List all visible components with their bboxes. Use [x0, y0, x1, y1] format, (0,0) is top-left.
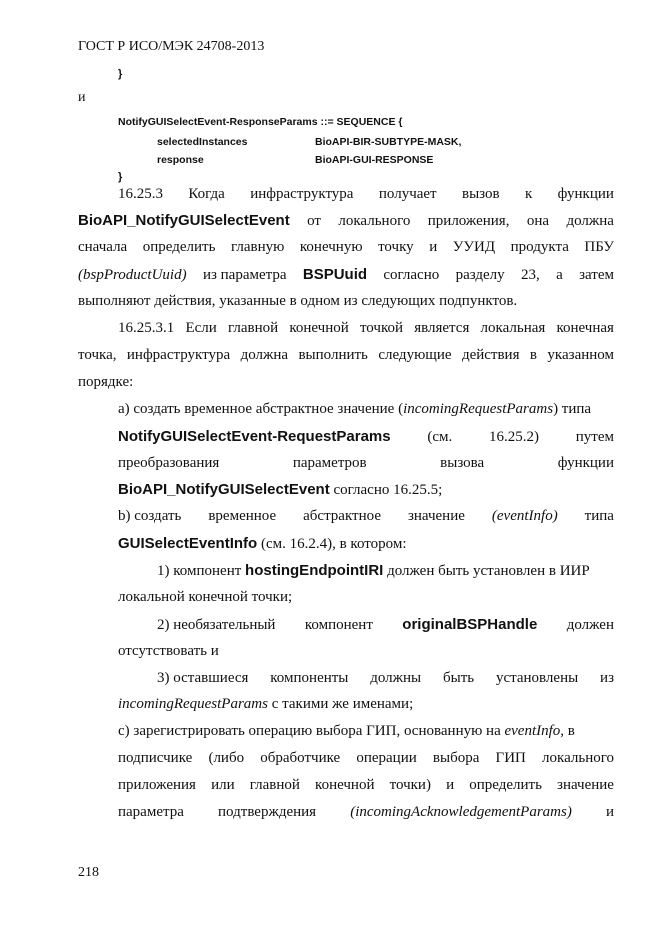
document-header: ГОСТ Р ИСО/МЭК 24708-2013 — [78, 39, 265, 54]
list-item-b: b) создать временное абстрактное значение (eventInfo) типа — [118, 508, 614, 524]
code-field-name: response — [157, 154, 204, 166]
sub-item-3: 3) оставшиеся компоненты должны быть установлены из — [157, 670, 614, 686]
code-field-name: selectedInstances — [157, 136, 248, 148]
code-field-type: BioAPI-BIR-SUBTYPE-MASK, — [315, 136, 462, 148]
component-name: hostingEndpointIRI — [245, 562, 384, 579]
paragraph-line: отсутствовать и — [118, 643, 219, 659]
paragraph-line: 16.25.3 Когда инфраструктура получает вызов к функции — [118, 186, 614, 202]
paragraph-line: BioAPI_NotifyGUISelectEvent от локального приложения, она должна — [78, 212, 614, 229]
clause-number: 16.25.3 — [118, 186, 163, 202]
paragraph-line: BioAPI_NotifyGUISelectEvent согласно 16.25.5; — [118, 481, 443, 498]
paragraph-line: GUISelectEventInfo (см. 16.2.4), в котором: — [118, 535, 407, 552]
paragraph-line: 16.25.3.1 Если главной конечной точкой является локальная конечная — [118, 320, 614, 336]
code-close-brace: } — [118, 68, 123, 80]
paragraph-line: параметра подтверждения (incomingAcknowledgementParams) и — [118, 804, 614, 820]
list-item-c: c) зарегистрировать операцию выбора ГИП, основанную на eventInfo, в — [118, 723, 575, 739]
page-number: 218 — [78, 865, 99, 880]
type-name: GUISelectEventInfo — [118, 535, 258, 552]
conjunction-and: и — [78, 90, 86, 105]
paragraph-line: локальной конечной точки; — [118, 589, 293, 605]
code-close-brace: } — [118, 171, 123, 183]
code-field-type: BioAPI-GUI-RESPONSE — [315, 154, 434, 166]
paragraph-line: приложения или главной конечной точки) и определить значение — [118, 777, 614, 793]
component-name: originalBSPHandle — [402, 616, 538, 633]
function-name: BioAPI_NotifyGUISelectEvent — [78, 212, 290, 229]
paragraph-line: подписчике (либо обработчике операции выбора ГИП локального — [118, 750, 614, 766]
sub-item-1: 1) компонент hostingEndpointIRI должен быть установлен в ИИР — [157, 562, 590, 579]
paragraph-line: NotifyGUISelectEvent-RequestParams (см. 16.25.2) путем — [118, 428, 614, 445]
sub-item-2: 2) необязательный компонент originalBSPHandle должен — [157, 616, 614, 633]
code-definition: NotifyGUISelectEvent-ResponseParams ::= SEQUENCE { — [118, 116, 403, 128]
paragraph-line: incomingRequestParams с такими же именами; — [118, 696, 414, 712]
paragraph-line: преобразования параметров вызова функции — [118, 455, 614, 471]
type-name: NotifyGUISelectEvent-RequestParams — [118, 428, 391, 445]
clause-number: 16.25.3.1 — [118, 320, 175, 336]
function-name: BioAPI_NotifyGUISelectEvent — [118, 481, 330, 498]
list-item-a: а) создать временное абстрактное значение (incomingRequestParams) типа — [118, 401, 592, 417]
paragraph-line: точка, инфраструктура должна выполнить следующие действия в указанном — [78, 347, 614, 363]
paragraph-line: порядке: — [78, 374, 134, 390]
paragraph-line: сначала определить главную конечную точку и УУИД продукта ПБУ — [78, 239, 614, 255]
parameter-name: BSPUuid — [302, 266, 368, 283]
paragraph-line: (bspProductUuid) из параметра BSPUuid согласно разделу 23, а затем — [78, 266, 614, 283]
paragraph-line: выполняют действия, указанные в одном из следующих подпунктов. — [78, 293, 518, 309]
